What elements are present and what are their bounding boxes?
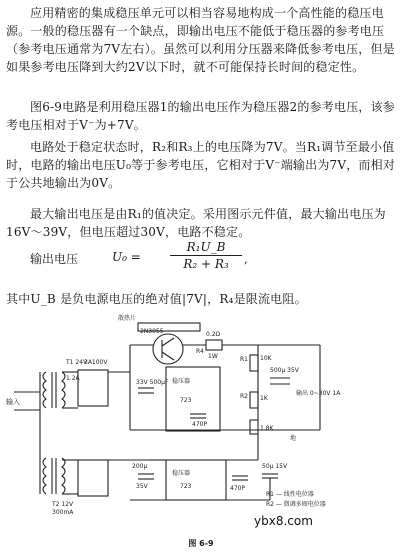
out-cap-label: 500μ 35V	[270, 367, 299, 374]
formula-comma: ,	[244, 252, 248, 266]
r4-label: R4	[196, 348, 204, 355]
formula-lhs: U₀ =	[112, 250, 141, 264]
ic1-model: 723	[180, 397, 192, 404]
ic1-name: 稳压器	[172, 378, 191, 385]
cap1-label: 33V 500μF	[136, 379, 169, 386]
r4-value: 1W	[208, 353, 218, 360]
r1-label: R1	[240, 356, 248, 363]
watermark: ybx8.com	[254, 514, 313, 528]
figure-caption: 图 6-9	[188, 539, 214, 548]
paragraph-circuit-ref: 图6-9电路是利用稳压器1的输出电压作为稳压器2的参考电压，该参考电压相对于V⁻为+7V。	[6, 100, 395, 132]
paragraph-steady-state: 电路处于稳定状态时，R₂和R₃上的电压降为7V。当R₁调节至最小值时，电路的输出电压U₀等于参考电压，它相对于V⁻端输出为7V，而相对于公共地输出为0V。	[6, 140, 396, 190]
sense-resistor	[206, 340, 222, 350]
r3-value: 1.8K	[260, 425, 274, 432]
input-label: 输入	[6, 398, 20, 406]
output-label: 输出 0~30V 1A	[296, 390, 341, 397]
t1-label: T1 24V	[66, 359, 88, 366]
cap2-label: 200μ	[132, 463, 148, 470]
r1-value: 10K	[260, 355, 272, 362]
heatsink-label: 散热片	[118, 315, 137, 322]
t1-current: 1.2A	[66, 375, 80, 382]
ic2-name: 稳压器	[172, 470, 191, 477]
transistor-symbol	[153, 334, 183, 364]
paragraph-footnote: 其中U_B 是负电源电压的绝对值|7V|，R₄是限流电阻。	[6, 292, 307, 306]
legend-r2: R2 — 微调多圈电位器	[266, 501, 326, 508]
ic2-model: 723	[180, 483, 192, 490]
paragraph-max-output: 最大输出电压是由R₁的值决定。采用图示元件值，最大输出电压为16V～39V，但电压超过30V，电路不稳定。	[6, 207, 386, 239]
diode1-label: 3A100V	[84, 359, 108, 366]
cap-470p-1-label: 470P	[192, 421, 208, 428]
formula-denominator: R₂ + R₃	[183, 257, 229, 271]
t2-current: 300mA	[52, 509, 74, 516]
cap-470p-2-label: 470P	[230, 485, 246, 492]
cap-bottom-label: 50μ 15V	[262, 463, 288, 470]
paragraph-intro: 应用精密的集成稳压单元可以相当容易地构成一个高性能的稳压电源。一般的稳压器有一个缺点，即输出电压不能低于稳压器的参考电压（参考电压通常为7V左右）。虽然可以利用分压器来降低参考电压，但是如果参考电压降到大约2V以下时，就不可能保持长时间的稳定性。	[6, 6, 395, 74]
formula-numerator: R₁U_B	[170, 240, 242, 256]
formula-label: 输出电压	[30, 252, 79, 266]
t2-label: T2 12V	[52, 501, 74, 508]
legend-r1: R1 — 线性电位器	[266, 491, 314, 498]
r2-label: R2	[240, 393, 248, 400]
transistor-label: 2N3055	[140, 328, 164, 335]
ground-label: 地	[290, 435, 297, 442]
cap3-label: 35V	[136, 483, 148, 490]
r-sense-label: 0.2Ω	[206, 331, 221, 338]
ic2-box	[166, 460, 226, 500]
r2-value: 1K	[260, 395, 268, 402]
